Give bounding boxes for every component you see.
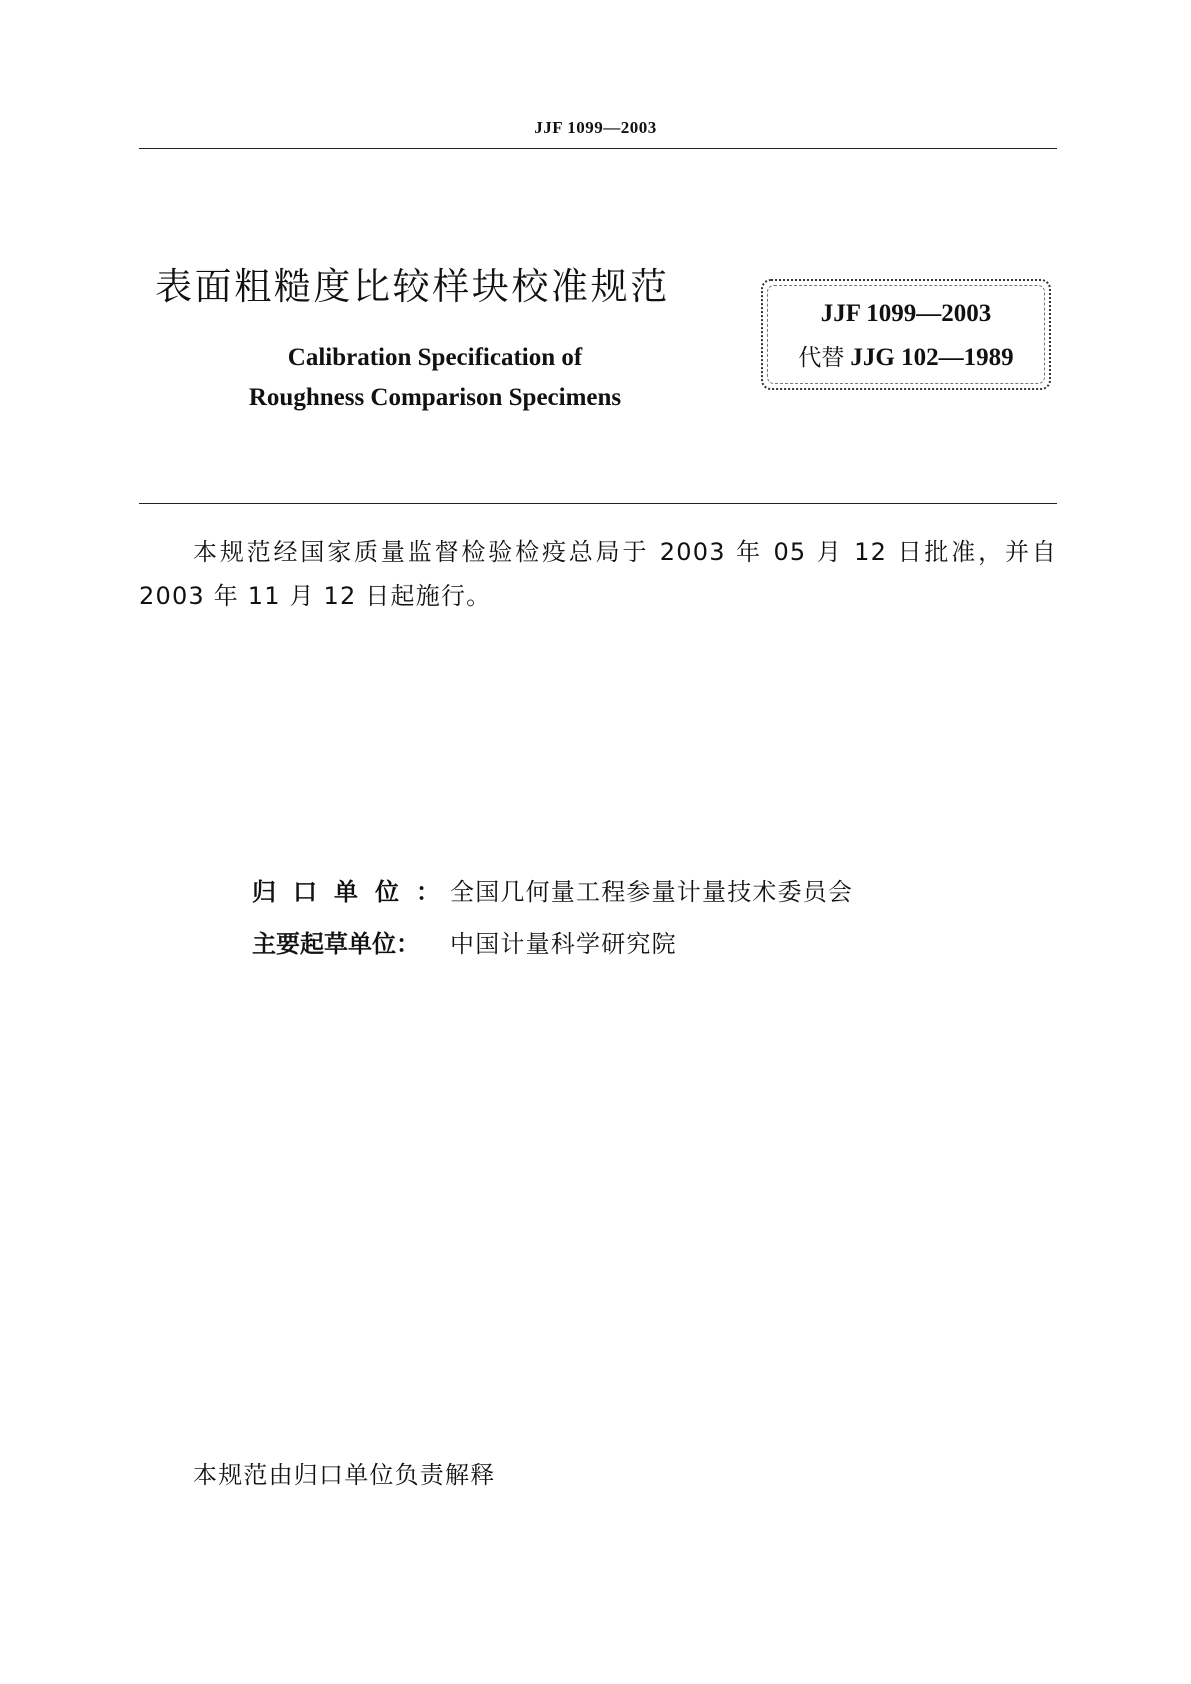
replaced-code: JJG 102—1989 bbox=[850, 344, 1014, 371]
responsible-unit-row bbox=[252, 872, 853, 907]
header-rule bbox=[139, 148, 1057, 149]
running-header-code: JJF 1099—2003 bbox=[534, 118, 657, 137]
replaces-word: 代替 bbox=[798, 345, 845, 371]
document-title-english-line2: Roughness Comparison Specimens bbox=[248, 384, 622, 411]
drafting-unit-row bbox=[252, 924, 677, 959]
drafting-unit-label: 主要起草单位： bbox=[252, 930, 420, 958]
specification-code-box bbox=[761, 279, 1051, 390]
drafting-unit-value: 中国计量科学研究院 bbox=[450, 930, 677, 958]
replaces-line bbox=[761, 339, 1051, 372]
document-title-chinese: 表面粗糙度比较样块校准规范 bbox=[155, 265, 670, 308]
section-rule bbox=[139, 503, 1057, 504]
responsible-unit-label: 归口单位： bbox=[252, 878, 457, 906]
document-title-english-line1: Calibration Specification of bbox=[287, 344, 583, 371]
specification-number: JJF 1099—2003 bbox=[820, 300, 992, 327]
approval-statement: 本规范经国家质量监督检验检疫总局于 2003 年 05 月 12 日批准，并自 2003 年 11 月 12 日起施行。 bbox=[139, 538, 1057, 610]
interpretation-note: 本规范由归口单位负责解释 bbox=[193, 1461, 496, 1489]
responsible-unit-value: 全国几何量工程参量计量技术委员会 bbox=[450, 878, 854, 906]
